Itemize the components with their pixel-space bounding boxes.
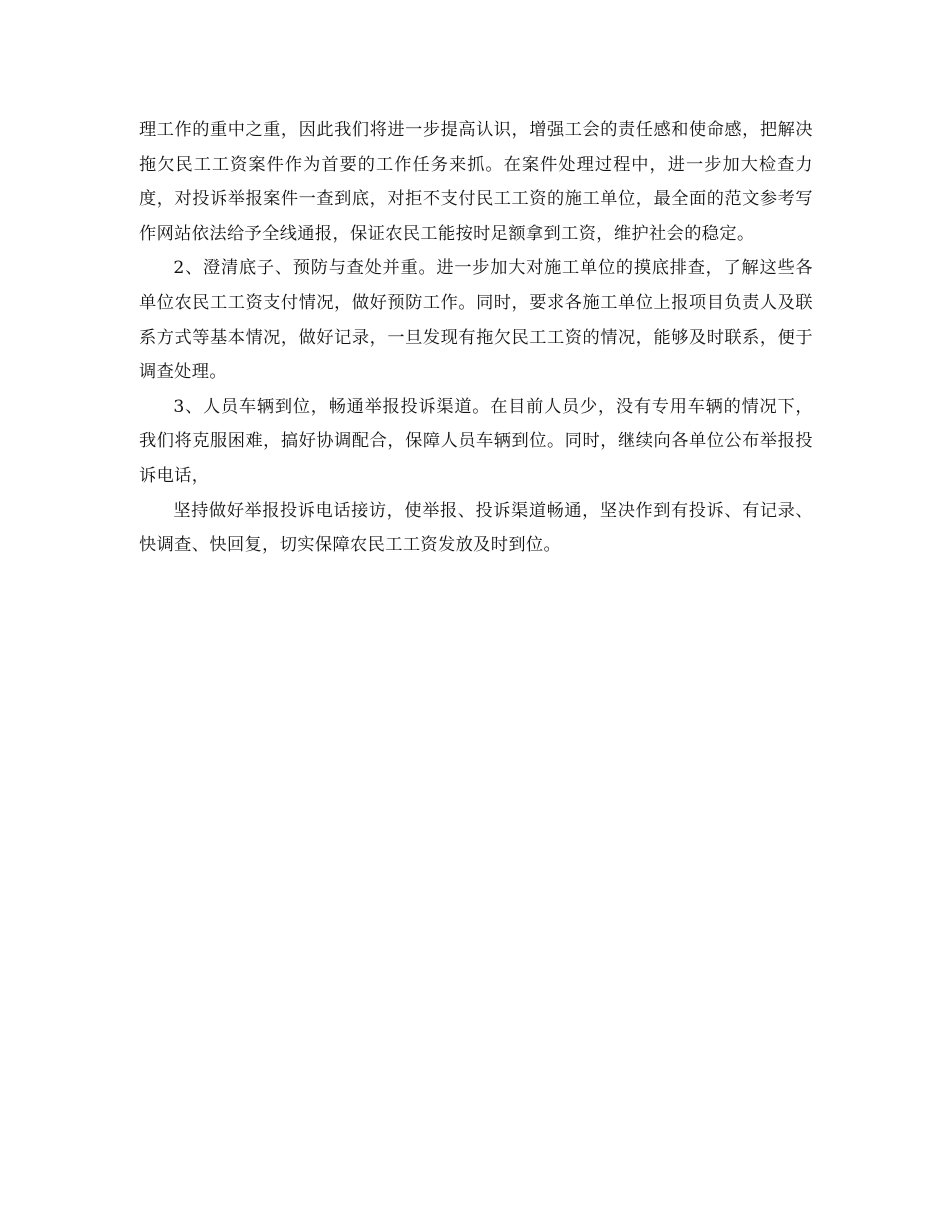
paragraph-continuation: 理工作的重中之重，因此我们将进一步提高认识，增强工会的责任感和使命感，把解决拖欠民工工资案件作为首要的工作任务来抓。在案件处理过程中，进一步加大检查力度，对投诉举报案件一查到底，对拒不支付民工工资的施工单位，最全面的范文参考写作网站依法给予全线通报，保证农民工能按时足额拿到工资，维护社会的稳定。 — [139, 120, 813, 244]
paragraph-item-2: 2、澄清底子、预防与查处并重。进一步加大对施工单位的摸底排查，了解这些各单位农民工工资支付情况，做好预防工作。同时，要求各施工单位上报项目负责人及联系方式等基本情况，做好记录，一旦发现有拖欠民工工资的情况，能够及时联系，便于调查处理。 — [139, 258, 813, 383]
paragraph-item-3: 3、人员车辆到位，畅通举报投诉渠道。在目前人员少，没有专用车辆的情况下，我们将克服困难，搞好协调配合，保障人员车辆到位。同时，继续向各单位公布举报投诉电话， — [139, 396, 813, 486]
paragraph-closing: 坚持做好举报投诉电话接访，使举报、投诉渠道畅通，坚决作到有投诉、有记录、快调查、快回复，切实保障农民工工资发放及时到位。 — [139, 500, 813, 556]
document-body — [139, 113, 813, 563]
